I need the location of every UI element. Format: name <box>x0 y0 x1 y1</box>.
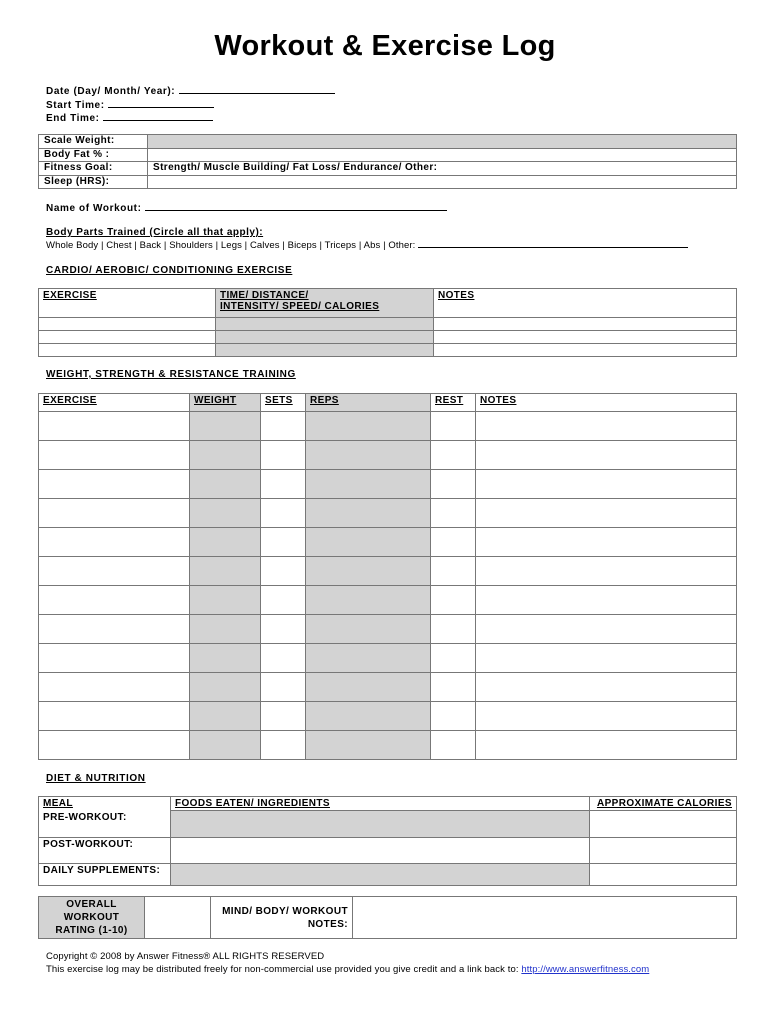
strength-rest-cell[interactable] <box>431 470 476 499</box>
copyright-text: Copyright © 2008 by Answer Fitness® ALL RIGHTS RESERVED <box>46 951 325 962</box>
strength-col-notes-label: NOTES <box>480 395 517 406</box>
strength-rest-cell[interactable] <box>431 644 476 673</box>
strength-reps-cell[interactable] <box>306 673 431 702</box>
fitness-goal-options[interactable]: Strength/ Muscle Building/ Fat Loss/ Endurance/ Other: <box>148 162 737 176</box>
strength-exercise-cell[interactable] <box>39 702 190 731</box>
post-workout-calories-cell[interactable] <box>590 838 737 864</box>
strength-header-row <box>39 394 737 412</box>
strength-reps-cell[interactable] <box>306 412 431 441</box>
strength-weight-cell[interactable] <box>190 470 261 499</box>
cardio-time-cell[interactable] <box>216 331 434 344</box>
strength-reps-cell[interactable] <box>306 441 431 470</box>
diet-row-supplements <box>39 864 737 886</box>
strength-rest-cell[interactable] <box>431 702 476 731</box>
stats-row-scale-weight <box>39 135 737 149</box>
sleep-value[interactable] <box>148 175 737 189</box>
date-blank[interactable] <box>179 85 335 94</box>
workout-notes-line2: NOTES: <box>307 918 348 930</box>
overall-rating-line1: OVERALL <box>66 899 117 910</box>
footer <box>46 950 649 976</box>
body-parts-heading: Body Parts Trained (Circle all that apply): <box>46 227 264 238</box>
strength-exercise-cell[interactable] <box>39 673 190 702</box>
cardio-exercise-cell[interactable] <box>39 318 216 331</box>
strength-notes-cell[interactable] <box>476 528 737 557</box>
strength-exercise-cell[interactable] <box>39 412 190 441</box>
pre-workout-foods-cell[interactable] <box>171 811 590 838</box>
table-row <box>39 557 737 586</box>
cardio-notes-cell[interactable] <box>434 331 737 344</box>
diet-col-calories <box>590 797 737 811</box>
supplements-label: DAILY SUPPLEMENTS: <box>39 864 171 886</box>
strength-sets-cell[interactable] <box>261 731 306 760</box>
end-time-field[interactable] <box>46 112 335 126</box>
table-row <box>39 331 737 344</box>
session-info <box>46 85 335 126</box>
strength-sets-cell[interactable] <box>261 470 306 499</box>
overall-rating-table <box>38 896 737 939</box>
cardio-table <box>38 288 737 357</box>
strength-rest-cell[interactable] <box>431 731 476 760</box>
strength-sets-cell[interactable] <box>261 528 306 557</box>
strength-rest-cell[interactable] <box>431 673 476 702</box>
cardio-header-row <box>39 289 737 318</box>
workout-name-blank[interactable] <box>145 202 447 211</box>
strength-col-weight <box>190 394 261 412</box>
strength-col-exercise <box>39 394 190 412</box>
start-time-field[interactable] <box>46 99 335 113</box>
strength-notes-cell[interactable] <box>476 499 737 528</box>
cardio-col-time <box>216 289 434 318</box>
body-parts-options[interactable]: Whole Body | Chest | Back | Shoulders | Legs | Calves | Biceps | Triceps | Abs | Other: <box>46 240 416 251</box>
overall-rating-label <box>39 897 145 939</box>
workout-notes-line1: MIND/ BODY/ WORKOUT <box>222 905 348 917</box>
strength-notes-cell[interactable] <box>476 731 737 760</box>
stats-row-body-fat <box>39 148 737 162</box>
strength-exercise-cell[interactable] <box>39 615 190 644</box>
strength-sets-cell[interactable] <box>261 702 306 731</box>
strength-rest-cell[interactable] <box>431 412 476 441</box>
table-row <box>39 673 737 702</box>
date-field[interactable] <box>46 85 335 99</box>
cardio-col-notes-label: NOTES <box>438 290 475 301</box>
diet-col-foods-label: FOODS EATEN/ INGREDIENTS <box>175 798 330 809</box>
strength-col-sets <box>261 394 306 412</box>
table-row <box>39 441 737 470</box>
strength-weight-cell[interactable] <box>190 586 261 615</box>
strength-notes-cell[interactable] <box>476 702 737 731</box>
supplements-foods-cell[interactable] <box>171 864 590 886</box>
strength-sets-cell[interactable] <box>261 644 306 673</box>
table-row <box>39 344 737 357</box>
strength-exercise-cell[interactable] <box>39 441 190 470</box>
table-row <box>39 644 737 673</box>
diet-row-post-workout <box>39 838 737 864</box>
strength-weight-cell[interactable] <box>190 412 261 441</box>
cardio-col-exercise <box>39 289 216 318</box>
cardio-time-cell[interactable] <box>216 344 434 357</box>
strength-exercise-cell[interactable] <box>39 557 190 586</box>
diet-heading: DIET & NUTRITION <box>46 773 146 784</box>
table-row <box>39 318 737 331</box>
strength-sets-cell[interactable] <box>261 441 306 470</box>
body-parts-other-blank[interactable] <box>418 240 688 248</box>
start-time-label: Start Time: <box>46 99 105 111</box>
strength-col-reps-label: REPS <box>310 395 339 406</box>
strength-table <box>38 393 737 760</box>
strength-col-reps <box>306 394 431 412</box>
diet-col-meal-label: MEAL <box>43 798 73 809</box>
body-fat-value[interactable] <box>148 148 737 162</box>
strength-exercise-cell[interactable] <box>39 731 190 760</box>
strength-exercise-cell[interactable] <box>39 470 190 499</box>
strength-weight-cell[interactable] <box>190 673 261 702</box>
workout-notes-label <box>211 897 353 939</box>
strength-notes-cell[interactable] <box>476 615 737 644</box>
strength-col-exercise-label: EXERCISE <box>43 395 97 406</box>
strength-reps-cell[interactable] <box>306 528 431 557</box>
end-time-label: End Time: <box>46 113 100 124</box>
strength-notes-cell[interactable] <box>476 557 737 586</box>
strength-col-rest-label: REST <box>435 395 464 406</box>
strength-sets-cell[interactable] <box>261 557 306 586</box>
strength-weight-cell[interactable] <box>190 499 261 528</box>
overall-rating-line2: WORKOUT <box>63 912 120 923</box>
strength-weight-cell[interactable] <box>190 731 261 760</box>
overall-row <box>39 897 737 939</box>
cardio-exercise-cell[interactable] <box>39 344 216 357</box>
strength-notes-cell[interactable] <box>476 470 737 499</box>
cardio-notes-cell[interactable] <box>434 344 737 357</box>
strength-rest-cell[interactable] <box>431 586 476 615</box>
page-title: Workout & Exercise Log <box>214 30 556 62</box>
body-parts-field[interactable] <box>46 240 688 251</box>
workout-name-field[interactable] <box>46 202 447 214</box>
workout-name-label: Name of Workout: <box>46 203 142 214</box>
strength-notes-cell[interactable] <box>476 441 737 470</box>
answerfitness-link[interactable]: http://www.answerfitness.com <box>521 964 650 975</box>
overall-rating-value[interactable] <box>145 897 211 939</box>
strength-exercise-cell[interactable] <box>39 499 190 528</box>
strength-weight-cell[interactable] <box>190 557 261 586</box>
diet-col-calories-label: APPROXIMATE CALORIES <box>596 798 732 809</box>
cardio-time-cell[interactable] <box>216 318 434 331</box>
cardio-col-exercise-label: EXERCISE <box>43 290 97 301</box>
table-row <box>39 586 737 615</box>
strength-reps-cell[interactable] <box>306 586 431 615</box>
strength-weight-cell[interactable] <box>190 644 261 673</box>
strength-rest-cell[interactable] <box>431 557 476 586</box>
strength-reps-cell[interactable] <box>306 470 431 499</box>
stats-row-fitness-goal <box>39 162 737 176</box>
table-row <box>39 702 737 731</box>
stats-row-sleep <box>39 175 737 189</box>
distribution-note <box>46 963 649 976</box>
start-time-blank[interactable] <box>108 99 214 108</box>
table-row <box>39 470 737 499</box>
diet-row-pre-workout <box>39 811 737 838</box>
strength-notes-cell[interactable] <box>476 673 737 702</box>
cardio-notes-cell[interactable] <box>434 318 737 331</box>
pre-workout-calories-cell[interactable] <box>590 811 737 838</box>
date-label: Date (Day/ Month/ Year): <box>46 86 176 97</box>
table-row <box>39 412 737 441</box>
cardio-col-notes <box>434 289 737 318</box>
cardio-col-time-line2: INTENSITY/ SPEED/ CALORIES <box>220 301 380 312</box>
post-workout-foods-cell[interactable] <box>171 838 590 864</box>
strength-reps-cell[interactable] <box>306 731 431 760</box>
strength-col-sets-label: SETS <box>265 395 293 406</box>
strength-rest-cell[interactable] <box>431 499 476 528</box>
table-row <box>39 731 737 760</box>
diet-header-row <box>39 797 737 811</box>
cardio-exercise-cell[interactable] <box>39 331 216 344</box>
strength-sets-cell[interactable] <box>261 586 306 615</box>
strength-col-rest <box>431 394 476 412</box>
strength-reps-cell[interactable] <box>306 499 431 528</box>
diet-col-foods <box>171 797 590 811</box>
strength-rest-cell[interactable] <box>431 528 476 557</box>
table-row <box>39 499 737 528</box>
strength-weight-cell[interactable] <box>190 615 261 644</box>
body-stats-table <box>38 134 737 189</box>
scale-weight-label: Scale Weight: <box>39 135 148 149</box>
table-row <box>39 528 737 557</box>
strength-rest-cell[interactable] <box>431 441 476 470</box>
scale-weight-value[interactable] <box>148 135 737 149</box>
strength-weight-cell[interactable] <box>190 702 261 731</box>
supplements-calories-cell[interactable] <box>590 864 737 886</box>
end-time-blank[interactable] <box>103 112 213 121</box>
strength-exercise-cell[interactable] <box>39 586 190 615</box>
strength-weight-cell[interactable] <box>190 528 261 557</box>
strength-rest-cell[interactable] <box>431 615 476 644</box>
distribution-text: This exercise log may be distributed freely for non-commercial use provided you give credit and a link back to: <box>46 964 519 975</box>
diet-col-meal <box>39 797 171 811</box>
body-fat-label: Body Fat % : <box>39 148 148 162</box>
strength-notes-cell[interactable] <box>476 412 737 441</box>
strength-reps-cell[interactable] <box>306 644 431 673</box>
strength-sets-cell[interactable] <box>261 615 306 644</box>
diet-table <box>38 796 737 886</box>
strength-reps-cell[interactable] <box>306 615 431 644</box>
strength-reps-cell[interactable] <box>306 702 431 731</box>
strength-reps-cell[interactable] <box>306 557 431 586</box>
strength-weight-cell[interactable] <box>190 441 261 470</box>
fitness-goal-label: Fitness Goal: <box>39 162 148 176</box>
strength-sets-cell[interactable] <box>261 412 306 441</box>
cardio-col-time-line1: TIME/ DISTANCE/ <box>220 290 309 301</box>
table-row <box>39 615 737 644</box>
pre-workout-label: PRE-WORKOUT: <box>39 811 171 838</box>
sleep-label: Sleep (HRS): <box>39 175 148 189</box>
strength-exercise-cell[interactable] <box>39 644 190 673</box>
overall-rating-line3: RATING (1-10) <box>55 925 128 936</box>
strength-col-notes <box>476 394 737 412</box>
strength-heading: WEIGHT, STRENGTH & RESISTANCE TRAINING <box>46 369 296 380</box>
strength-sets-cell[interactable] <box>261 499 306 528</box>
strength-exercise-cell[interactable] <box>39 528 190 557</box>
strength-sets-cell[interactable] <box>261 673 306 702</box>
strength-notes-cell[interactable] <box>476 586 737 615</box>
cardio-heading: CARDIO/ AEROBIC/ CONDITIONING EXERCISE <box>46 265 293 276</box>
post-workout-label: POST-WORKOUT: <box>39 838 171 864</box>
strength-notes-cell[interactable] <box>476 644 737 673</box>
workout-notes-value[interactable] <box>353 897 737 939</box>
strength-col-weight-label: WEIGHT <box>194 395 237 406</box>
